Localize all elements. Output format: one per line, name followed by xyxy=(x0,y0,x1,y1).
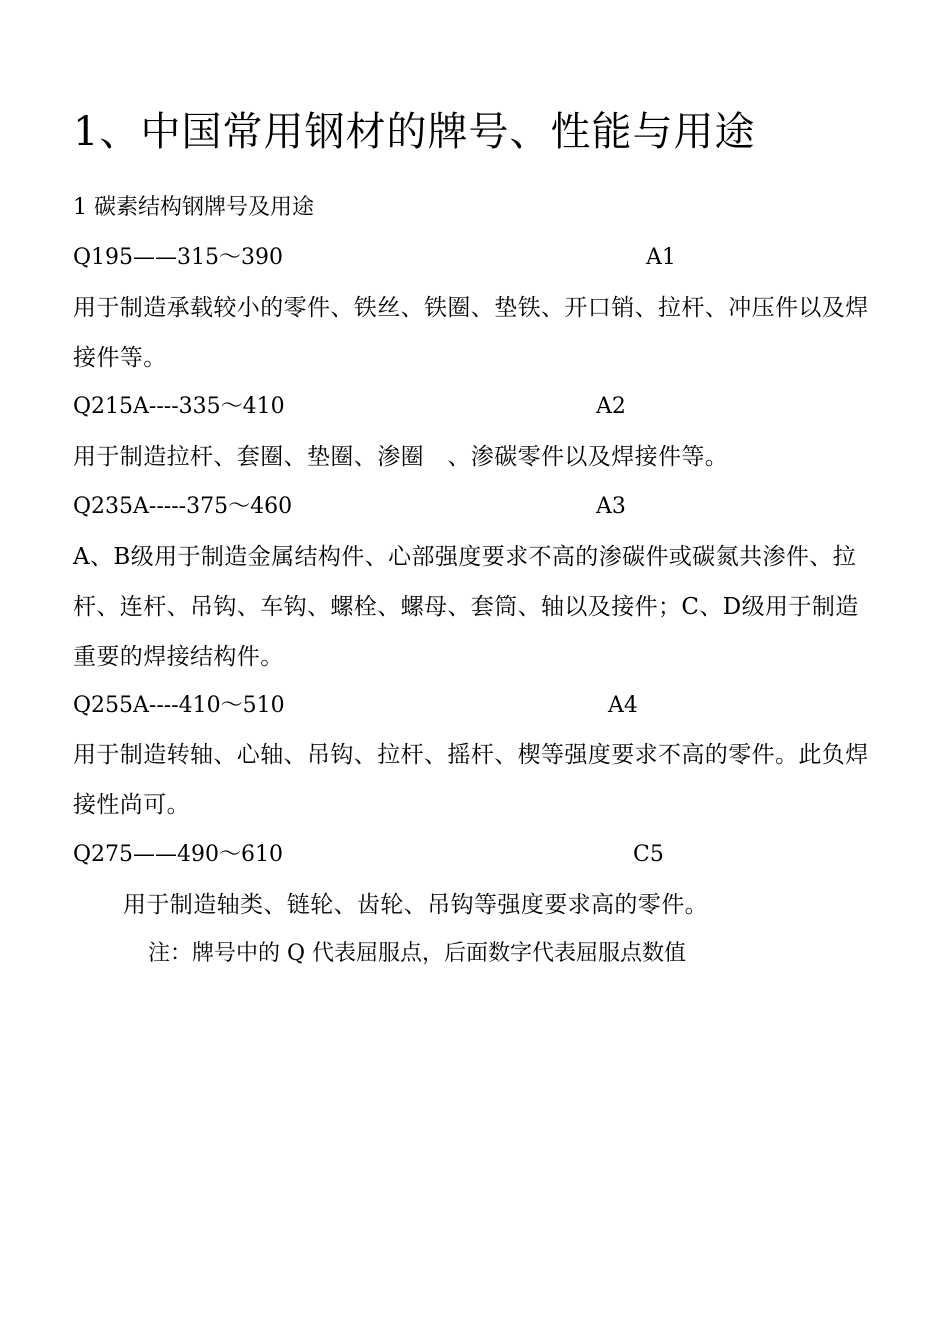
grade-row-q235a xyxy=(73,490,873,524)
grade-class: A2 xyxy=(596,394,626,419)
grade-row-q255a xyxy=(73,689,873,723)
grade-spec: Q195——315～390 xyxy=(73,245,284,270)
grade-spec: Q275——490～610 xyxy=(73,842,284,867)
grade-usage-q275: 用于制造轴类、链轮、齿轮、吊钩等强度要求高的零件。 xyxy=(123,892,708,918)
grade-row-q215a xyxy=(73,390,873,424)
grade-row-q275 xyxy=(73,838,873,872)
section-heading: 1 碳素结构钢牌号及用途 xyxy=(73,195,314,220)
page-title: 1、中国常用钢材的牌号、性能与用途 xyxy=(73,109,756,155)
grade-class: A4 xyxy=(608,693,638,718)
grade-usage-q215a: 用于制造拉杆、套圈、垫圈、渗圈 、渗碳零件以及焊接件等。 xyxy=(73,444,729,470)
grade-usage-q195: 用于制造承载较小的零件、铁丝、铁圈、垫铁、开口销、拉杆、冲压件以及焊接件等。 xyxy=(73,295,869,371)
grade-spec: Q235A-----375～460 xyxy=(73,494,293,519)
grade-row-q195 xyxy=(73,241,873,275)
grade-class: C5 xyxy=(633,842,664,867)
grade-spec: Q215A----335～410 xyxy=(73,394,285,419)
grade-spec: Q255A----410～510 xyxy=(73,693,285,718)
grade-usage-q255a: 用于制造转轴、心轴、吊钩、拉杆、摇杆、楔等强度要求不高的零件。此负焊接性尚可。 xyxy=(73,742,869,818)
footnote: 注：牌号中的 Q 代表屈服点，后面数字代表屈服点数值 xyxy=(148,941,687,966)
grade-class: A1 xyxy=(646,245,676,270)
grade-class: A3 xyxy=(596,494,626,519)
grade-usage-q235a: A、B级用于制造金属结构件、心部强度要求不高的渗碳件或碳氮共渗件、拉杆、连杆、吊钩、车钩、螺栓、螺母、套筒、轴以及接件；C、D级用于制造重要的焊接结构件。 xyxy=(73,544,859,670)
